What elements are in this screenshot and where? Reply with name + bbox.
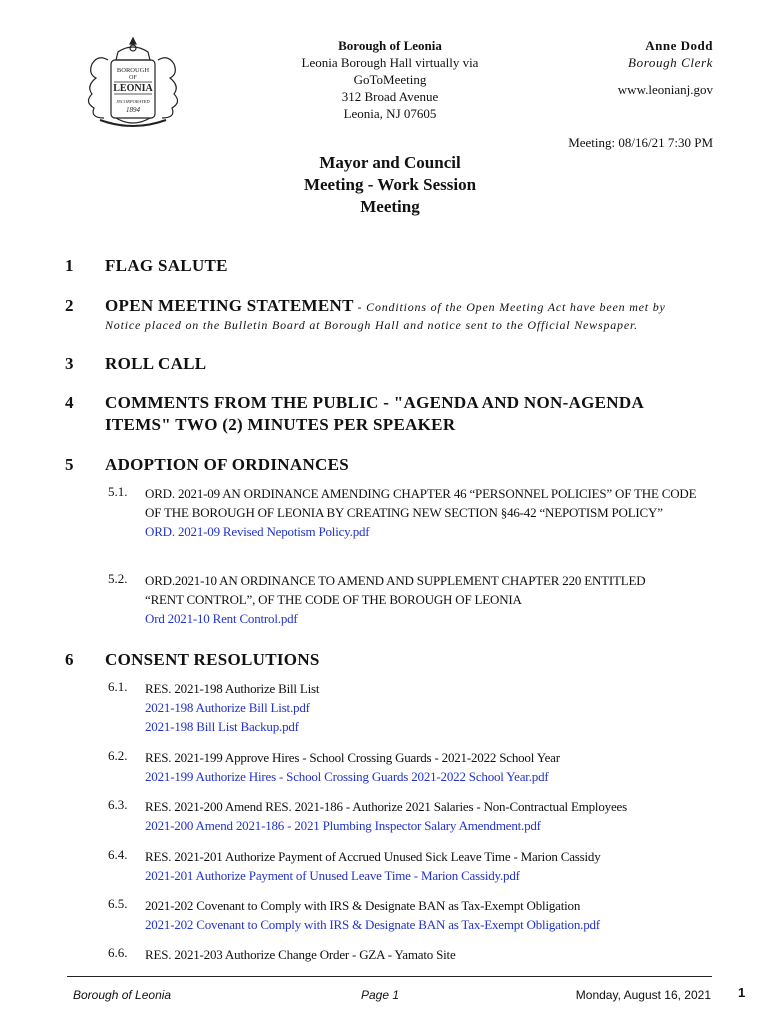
item-title-flag-salute: FLAG SALUTE: [105, 256, 228, 275]
title-line-3: Meeting: [360, 197, 420, 216]
location-line-3: 312 Broad Avenue: [341, 89, 439, 104]
open-meeting-note: Conditions of the Open Meeting Act have been met by: [366, 300, 666, 314]
sub-item-res-2021-201: [145, 847, 715, 885]
attachment-link[interactable]: 2021-202 Covenant to Comply with IRS & Designate BAN as Tax-Exempt Obligation.pdf: [145, 917, 600, 932]
footer-date: Monday, August 16, 2021: [575, 988, 711, 1002]
attachment-link[interactable]: 2021-198 Bill List Backup.pdf: [145, 719, 299, 734]
footer-divider: [67, 976, 712, 977]
note-separator: -: [353, 300, 367, 314]
item-number: 1: [65, 256, 74, 275]
location-line-4: Leonia, NJ 07605: [343, 106, 437, 121]
attachment-link[interactable]: ORD. 2021-09 Revised Nepotism Policy.pdf: [145, 524, 370, 539]
sub-item-text: ORD. 2021-09 AN ORDINANCE AMENDING CHAPTER 46 “PERSONNEL POLICIES” OF THE CODE OF THE BOROUGH OF LEONIA BY CREATING NEW SECTION §46-42 “NEPOTISM POLICY”: [145, 486, 697, 520]
location-line-1: Leonia Borough Hall virtually via: [301, 55, 479, 70]
sub-item-text: RES. 2021-203 Authorize Change Order - GZA - Yamato Site: [145, 947, 456, 962]
sub-item-res-2021-199: [145, 748, 715, 786]
attachment-link[interactable]: 2021-200 Amend 2021-186 - 2021 Plumbing Inspector Salary Amendment.pdf: [145, 818, 541, 833]
item-title-roll-call: ROLL CALL: [105, 354, 207, 373]
sub-item-res-2021-200: [145, 797, 715, 835]
sub-item-ord-2021-09: [145, 484, 705, 541]
item-number: 6: [65, 650, 74, 669]
page-title: [270, 152, 510, 218]
item-number: 4: [65, 393, 74, 412]
open-meeting-note-line-2: Notice placed on the Bulletin Board at Borough Hall and notice sent to the Official Newspaper.: [105, 318, 638, 332]
header-address-block: [290, 37, 490, 122]
sub-item-res-2021-198: [145, 679, 715, 736]
title-line-2: Meeting - Work Session: [303, 175, 477, 194]
header-clerk-block: [520, 37, 713, 98]
item-title-open-meeting: OPEN MEETING STATEMENT: [105, 296, 354, 315]
sub-item-text: RES. 2021-201 Authorize Payment of Accrued Unused Sick Leave Time - Marion Cassidy: [145, 849, 601, 864]
item-number: 5: [65, 455, 74, 474]
item-number: 3: [65, 354, 74, 373]
meeting-datetime: Meeting: 08/16/21 7:30 PM: [568, 135, 713, 150]
borough-seal-logo: [78, 34, 188, 130]
sub-item-number: 6.5.: [108, 896, 128, 911]
item-number: 2: [65, 296, 74, 315]
sub-item-number: 5.1.: [108, 484, 128, 499]
seal-text-year: 1894: [126, 106, 140, 114]
footer-page-number: Page 1: [360, 988, 400, 1002]
sub-item-text: RES. 2021-198 Authorize Bill List: [145, 681, 320, 696]
attachment-link[interactable]: Ord 2021-10 Rent Control.pdf: [145, 611, 298, 626]
sub-item-number: 5.2.: [108, 571, 128, 586]
clerk-name: Anne Dodd: [645, 38, 713, 53]
sub-item-number: 6.2.: [108, 748, 128, 763]
page-corner-number: 1: [738, 985, 746, 1000]
sub-item-text: ORD.2021-10 AN ORDINANCE TO AMEND AND SUPPLEMENT CHAPTER 220 ENTITLED “RENT CONTROL”, OF THE CODE OF THE BOROUGH OF LEONIA: [145, 573, 646, 607]
attachment-link[interactable]: 2021-199 Authorize Hires - School Crossing Guards 2021-2022 School Year.pdf: [145, 769, 549, 784]
seal-text-incorporated: INCORPORATED: [116, 99, 150, 104]
sub-item-ord-2021-10: [145, 571, 675, 628]
clerk-title: Borough Clerk: [628, 55, 713, 70]
sub-item-res-2021-203: [145, 945, 715, 964]
seal-text-of: OF: [129, 75, 137, 81]
sub-item-number: 6.3.: [108, 797, 128, 812]
sub-item-text: RES. 2021-199 Approve Hires - School Crossing Guards - 2021-2022 School Year: [145, 750, 560, 765]
website-link[interactable]: www.leonianj.gov: [617, 82, 713, 97]
location-line-2: GoToMeeting: [353, 72, 427, 87]
org-name: Borough of Leonia: [338, 38, 442, 53]
sub-item-number: 6.6.: [108, 945, 128, 960]
sub-item-res-2021-202: [145, 896, 715, 934]
footer-org: Borough of Leonia: [73, 988, 172, 1002]
sub-item-text: RES. 2021-200 Amend RES. 2021-186 - Authorize 2021 Salaries - Non-Contractual Employees: [145, 799, 627, 814]
sub-item-text: 2021-202 Covenant to Comply with IRS & Designate BAN as Tax-Exempt Obligation: [145, 898, 581, 913]
item-title-public-comments: COMMENTS FROM THE PUBLIC - "AGENDA AND NON-AGENDA ITEMS" TWO (2) MINUTES PER SPEAKER: [105, 393, 644, 434]
item-open-meeting: [105, 296, 715, 316]
title-line-1: Mayor and Council: [319, 153, 461, 172]
seal-text-borough: BOROUGH: [116, 67, 150, 74]
sub-item-number: 6.4.: [108, 847, 128, 862]
item-title-ordinances: ADOPTION OF ORDINANCES: [105, 455, 349, 474]
sub-item-number: 6.1.: [108, 679, 128, 694]
attachment-link[interactable]: 2021-201 Authorize Payment of Unused Leave Time - Marion Cassidy.pdf: [145, 868, 520, 883]
attachment-link[interactable]: 2021-198 Authorize Bill List.pdf: [145, 700, 310, 715]
item-title-consent-resolutions: CONSENT RESOLUTIONS: [105, 650, 320, 669]
seal-text-leonia: LEONIA: [113, 83, 153, 94]
